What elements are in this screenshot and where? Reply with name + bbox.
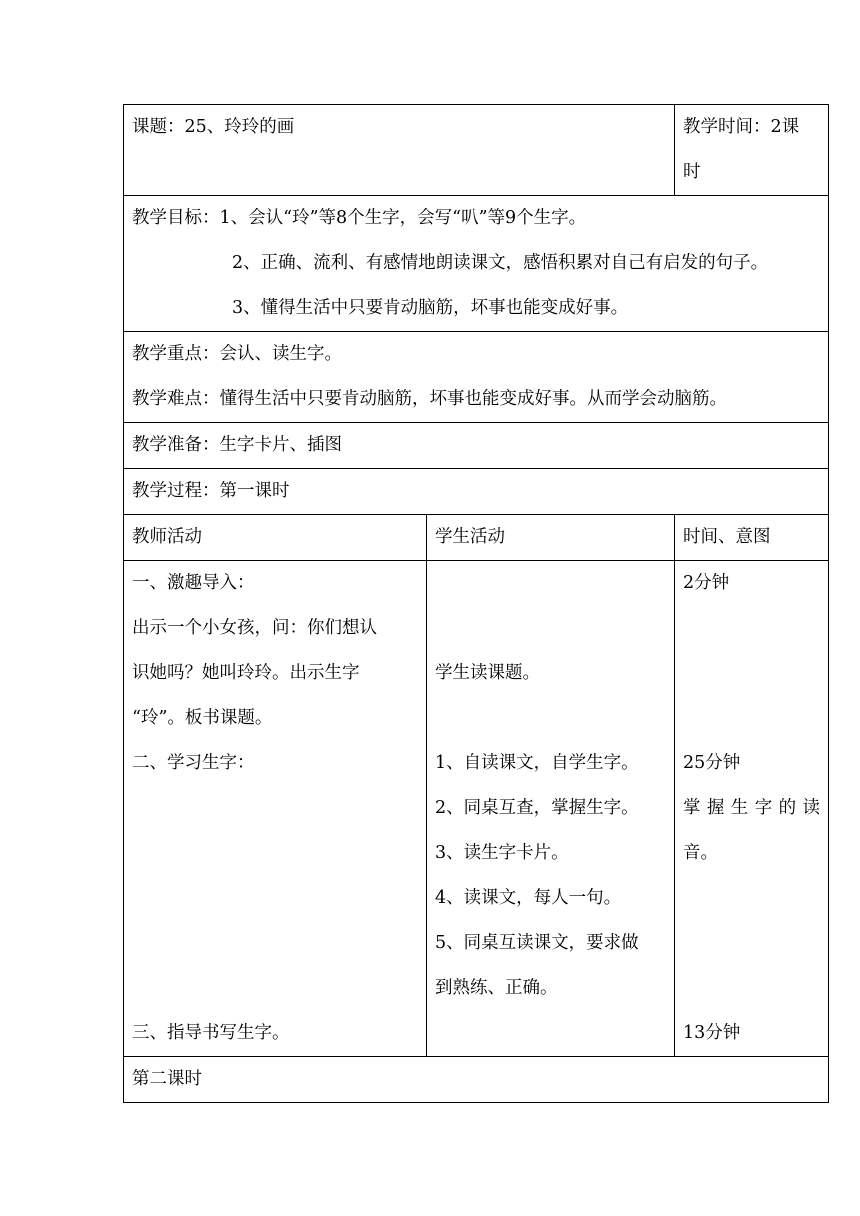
column-header-teacher [124,515,427,561]
teaching-preparation: 教学准备：生字卡片、插图 [132,435,342,455]
teaching-difficulty: 教学难点：懂得生活中只要肯动脑筋，坏事也能变成好事。从而学会动脑筋。 [132,389,727,409]
teaching-time-line1: 教学时间：2课 [683,117,800,137]
lesson-topic: 课题：25、玲玲的画 [132,117,295,137]
objective-3: 3、懂得生活中只要肯动脑筋，坏事也能变成好事。 [232,298,629,318]
second-lesson-cell [124,1057,829,1103]
teacher-activity-cell [124,561,427,1057]
second-lesson-row [124,1057,829,1103]
second-lesson-title: 第二课时 [132,1069,202,1089]
spacer [132,831,418,876]
spacer [132,966,418,1011]
objective-1: 教学目标：1、会认“玲”等8个生字，会写“叭”等9个生字。 [132,208,587,228]
step2-title: 二、学习生字： [132,753,255,773]
spacer [132,921,418,966]
spacer [435,606,666,651]
column-header-time [675,515,829,561]
student-read-title: 学生读课题。 [435,663,540,683]
teaching-focus: 教学重点：会认、读生字。 [132,344,342,364]
activities-row [124,561,829,1057]
student-item-6: 到熟练、正确。 [435,978,558,998]
step1-line1: 出示一个小女孩，问：你们想认 [132,618,377,638]
spacer [683,651,820,696]
key-points-row [124,332,829,423]
column-header-row [124,515,829,561]
time-intent-cell [675,561,829,1057]
time-intent-header: 时间、意图 [683,527,771,547]
teacher-activity-header: 教师活动 [132,527,202,547]
key-points-cell [124,332,829,423]
teaching-process: 教学过程：第一课时 [132,481,290,501]
intent-line1: 掌握生字的读 [683,798,820,818]
preparation-row [124,423,829,469]
time-2: 25分钟 [683,753,741,773]
student-item-5: 5、同桌互读课文，要求做 [435,933,639,953]
lesson-plan-table [123,104,829,1103]
step1-title: 一、激趣导入： [132,573,255,593]
student-activity-cell [427,561,675,1057]
student-activity-header: 学生活动 [435,527,505,547]
student-item-3: 3、读生字卡片。 [435,843,569,863]
time-3: 13分钟 [683,1023,741,1043]
teaching-time-line2: 时 [683,162,701,182]
step1-line3: “玲”。板书课题。 [132,708,273,728]
spacer [683,606,820,651]
step3-title: 三、指导书写生字。 [132,1023,290,1043]
teaching-time-cell [675,105,829,196]
column-header-student [427,515,675,561]
process-cell [124,469,829,515]
topic-cell [124,105,675,196]
spacer [435,696,666,741]
spacer [683,921,820,966]
objectives-row [124,196,829,332]
objectives-cell [124,196,829,332]
spacer [683,696,820,741]
spacer [132,876,418,921]
student-item-1: 1、自读课文，自学生字。 [435,753,639,773]
spacer [132,786,418,831]
objective-2: 2、正确、流利、有感情地朗读课文，感悟积累对自己有启发的句子。 [232,253,769,273]
intent-line2: 音。 [683,843,718,863]
time-1: 2分钟 [683,573,730,593]
spacer [435,561,666,606]
spacer [683,966,820,1011]
preparation-cell [124,423,829,469]
student-item-4: 4、读课文，每人一句。 [435,888,622,908]
spacer [683,876,820,921]
topic-row [124,105,829,196]
process-row [124,469,829,515]
step1-line2: 识她吗？她叫玲玲。出示生字 [132,663,360,683]
student-item-2: 2、同桌互查，掌握生字。 [435,798,639,818]
